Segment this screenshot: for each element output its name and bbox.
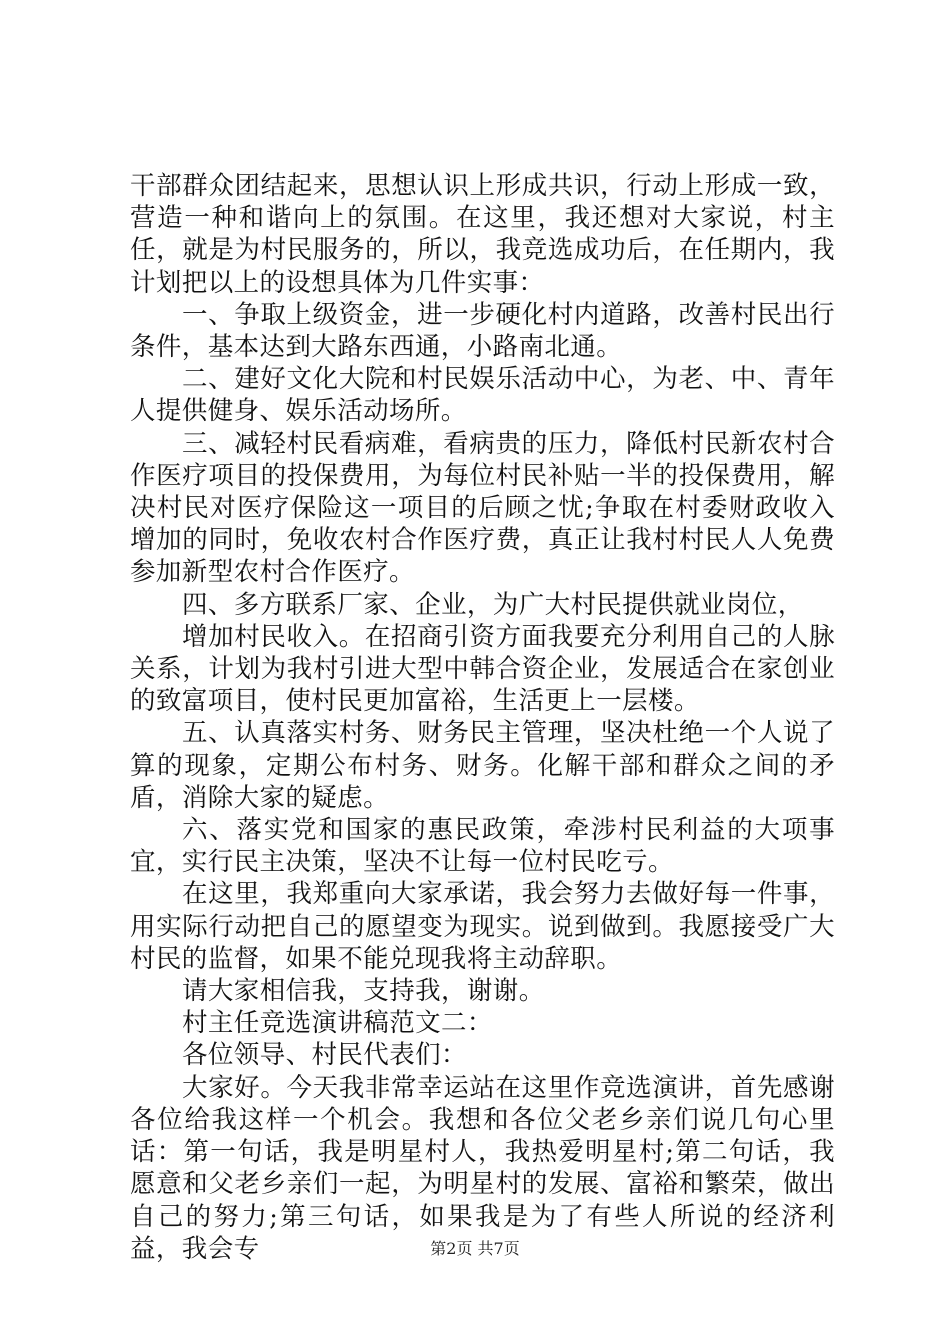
- paragraph: 干部群众团结起来，思想认识上形成共识，行动上形成一致，营造一种和谐向上的氛围。在这里，我还想对大家说，村主任，就是为村民服务的，所以，我竞选成功后，在任期内，我计划把以上的设想具体为几件实事：: [130, 171, 835, 298]
- salutation: 各位领导、村民代表们：: [182, 1040, 467, 1071]
- paragraph: 五、认真落实村务、财务民主管理，坚决杜绝一个人说了算的现象，定期公布村务、财务。化解干部和群众之间的矛盾，消除大家的疑虑。: [130, 718, 835, 813]
- paragraph: 三、减轻村民看病难，看病贵的压力，降低村民新农村合作医疗项目的投保费用，为每位村民补贴一半的投保费用，解决村民对医疗保险这一项目的后顾之忧;争取在村委财政收入增加的同时，免收农村合作医疗费，真正让我村村民人人免费参加新型农村合作医疗。: [130, 428, 835, 588]
- document-body: [130, 170, 835, 1265]
- paragraph: 在这里，我郑重向大家承诺，我会努力去做好每一件事，用实际行动把自己的愿望变为现实。说到做到。我愿接受广大村民的监督，如果不能兑现我将主动辞职。: [130, 879, 835, 974]
- paragraph: 六、落实党和国家的惠民政策，牵涉村民利益的大项事宜，实行民主决策，坚决不让每一位村民吃亏。: [130, 815, 835, 878]
- page-number-footer: 第2页 共7页: [430, 1239, 520, 1258]
- paragraph: 增加村民收入。在招商引资方面我要充分利用自己的人脉关系，计划为我村引进大型中韩合资企业，发展适合在家创业的致富项目，使村民更加富裕，生活更上一层楼。: [130, 621, 835, 717]
- paragraph: 大家好。今天我非常幸运站在这里作竞选演讲，首先感谢各位给我这样一个机会。我想和各位父老乡亲们说几句心里话：第一句话，我是明星村人，我热爱明星村;第二句话，我愿意和父老乡亲们一起，为明星村的发展、富裕和繁荣，做出自己的努力;第三句话，如果我是为了有些人所说的经济利益，我会专: [130, 1072, 835, 1264]
- paragraph: 请大家相信我，支持我，谢谢。: [182, 976, 545, 1007]
- paragraph: 四、多方联系厂家、企业，为广大村民提供就业岗位，: [182, 589, 804, 620]
- section-heading: 村主任竞选演讲稿范文二：: [182, 1008, 493, 1039]
- paragraph: 二、建好文化大院和村民娱乐活动中心，为老、中、青年人提供健身、娱乐活动场所。: [130, 364, 835, 427]
- paragraph: 一、争取上级资金，进一步硬化村内道路，改善村民出行条件，基本达到大路东西通，小路南北通。: [130, 299, 835, 363]
